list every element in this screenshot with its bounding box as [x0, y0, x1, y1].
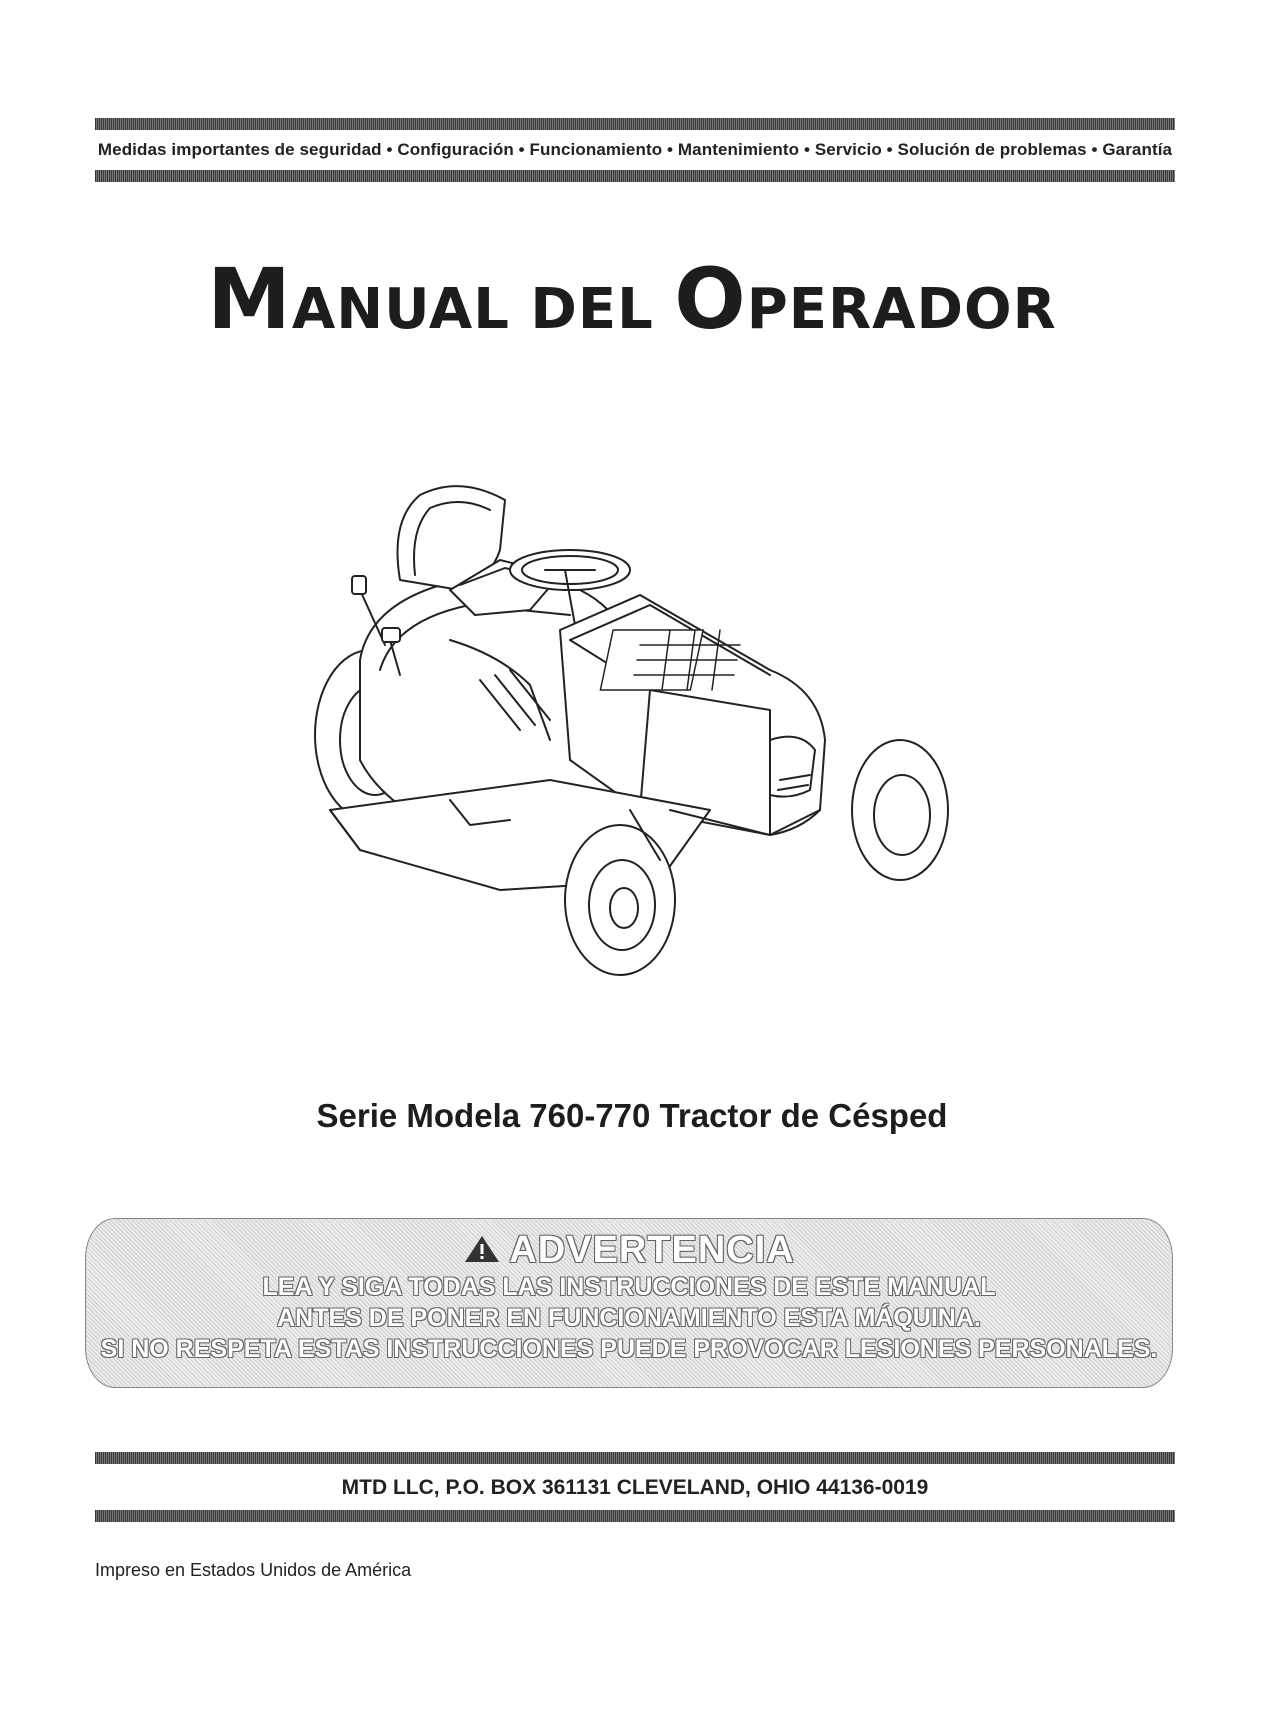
title-word-manual: ANUAL	[291, 277, 510, 342]
title-initial-o: O	[674, 250, 747, 348]
title-initial-m: M	[207, 250, 292, 348]
warning-heading-row	[86, 1229, 1172, 1272]
warning-triangle-icon	[463, 1234, 501, 1264]
company-address: MTD LLC, P.O. BOX 361131 CLEVELAND, OHIO 44136-0019	[341, 1476, 929, 1499]
page-title	[0, 250, 1264, 348]
top-rule-lower	[95, 170, 1175, 182]
series-title: Serie Modela 760-770 Tractor de Césped	[316, 1097, 948, 1134]
lawn-tractor-illustration	[300, 480, 980, 1090]
warning-box	[85, 1218, 1173, 1388]
warning-line-3: SI NO RESPETA ESTAS INSTRUCCIONES PUEDE PROVOCAR LESIONES PERSONALES.	[100, 1335, 1158, 1363]
title-word-del: DEL	[530, 277, 654, 342]
printed-in-note: Impreso en Estados Unidos de América	[95, 1560, 412, 1580]
topics-line: Medidas importantes de seguridad • Configuración • Funcionamiento • Mantenimiento • Servicio • Solución de problemas • Garantía	[97, 140, 1173, 159]
bottom-rule-upper	[95, 1452, 1175, 1464]
warning-line-1: LEA Y SIGA TODAS LAS INSTRUCCIONES DE ESTE MANUAL	[262, 1273, 996, 1301]
bottom-rule-lower	[95, 1510, 1175, 1522]
top-rule-upper	[95, 118, 1175, 130]
warning-line-2: ANTES DE PONER EN FUNCIONAMIENTO ESTA MÁQUINA.	[277, 1304, 981, 1332]
warning-heading: ADVERTENCIA	[509, 1229, 795, 1271]
title-word-operador: PERADOR	[746, 277, 1057, 342]
